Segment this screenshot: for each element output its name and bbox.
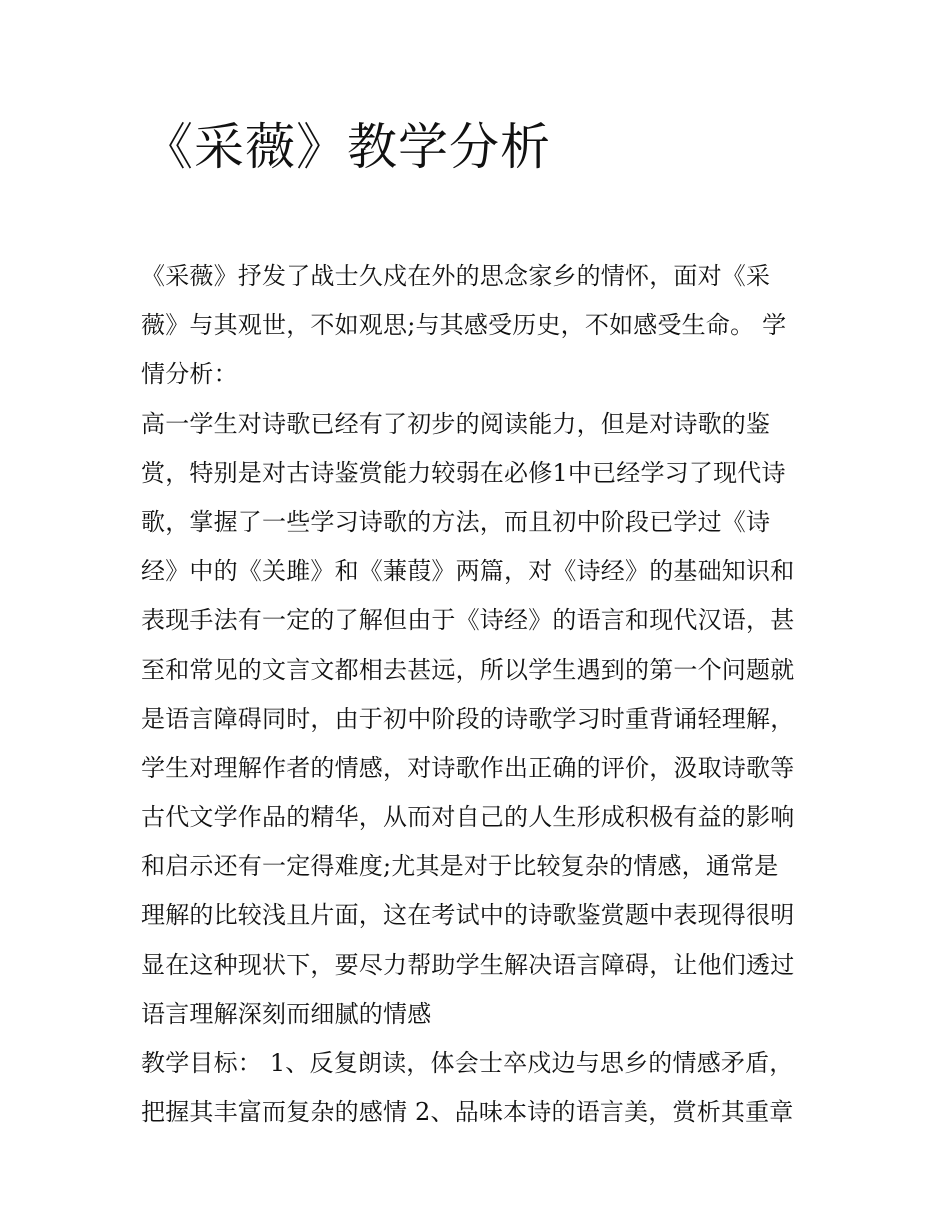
text-line: 语言理解深刻而细腻的情感 bbox=[141, 999, 432, 1028]
text-line: 古代文学作品的精华，从而对自己的人生形成积极有益的影响 bbox=[141, 803, 795, 832]
text-line: 经》中的《关雎》和《蒹葭》两篇，对《诗经》的基础知识和 bbox=[141, 557, 795, 586]
text-line: 学生对理解作者的情感，对诗歌作出正确的评价，汲取诗歌等 bbox=[141, 753, 795, 782]
text-line: 显在这种现状下，要尽力帮助学生解决语言障碍，让他们透过 bbox=[141, 950, 795, 979]
text-line: 赏，特别是对古诗鉴赏能力较弱在必修1中已经学习了现代诗 bbox=[141, 458, 786, 487]
text-line: 把握其丰富而复杂的感情 2、品味本诗的语言美，赏析其重章 bbox=[141, 1098, 794, 1127]
text-line: 至和常见的文言文都相去甚远，所以学生遇到的第一个问题就 bbox=[141, 655, 795, 684]
text-line: 歌，掌握了一些学习诗歌的方法，而且初中阶段已学过《诗 bbox=[141, 507, 771, 536]
text-line: 情分析： bbox=[141, 360, 238, 389]
body-text bbox=[141, 252, 816, 1137]
text-line: 是语言障碍同时，由于初中阶段的诗歌学习时重背诵轻理解， bbox=[141, 704, 795, 733]
text-line: 教学目标： 1、反复朗读，体会士卒戍边与思乡的情感矛盾， bbox=[141, 1049, 794, 1077]
text-line: 和启示还有一定得难度;尤其是对于比较复杂的情感，通常是 bbox=[141, 852, 779, 881]
text-line: 薇》与其观世，不如观思;与其感受历史，不如感受生命。 学 bbox=[141, 311, 787, 340]
page-title: 《采薇》教学分析 bbox=[143, 118, 551, 176]
text-line: 理解的比较浅且片面，这在考试中的诗歌鉴赏题中表现得很明 bbox=[141, 901, 795, 930]
text-line: 《采薇》抒发了战士久戍在外的思念家乡的情怀，面对《采 bbox=[141, 262, 771, 290]
text-line: 高一学生对诗歌已经有了初步的阅读能力，但是对诗歌的鉴 bbox=[141, 409, 771, 438]
text-line: 表现手法有一定的了解但由于《诗经》的语言和现代汉语，甚 bbox=[141, 606, 795, 635]
